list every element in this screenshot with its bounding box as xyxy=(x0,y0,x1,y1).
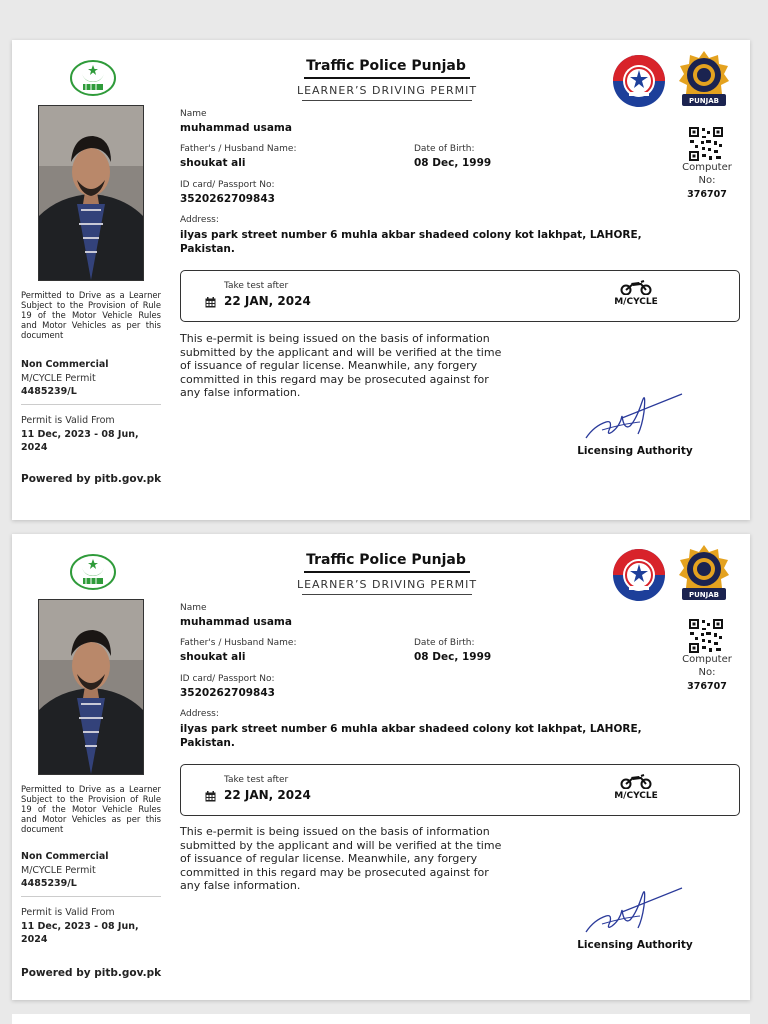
qr-code-icon xyxy=(688,618,724,654)
licensing-authority: Licensing Authority xyxy=(577,939,693,951)
badge-text: PUNJAB xyxy=(688,97,720,105)
father-name: shoukat ali xyxy=(180,651,246,663)
issuer-title: Traffic Police Punjab xyxy=(306,552,466,568)
notice-line: submitted by the applicant and will be verified at the time xyxy=(180,838,502,852)
punjab-police-logo-icon xyxy=(612,548,666,602)
computer-label: Computer xyxy=(682,162,732,173)
computer-no-label: No: xyxy=(698,667,716,678)
valid-range: 11 Dec, 2023 - 08 Jun, xyxy=(21,921,139,932)
name-label: Name xyxy=(180,109,207,119)
permit-category: Non Commercial xyxy=(21,851,109,862)
valid-label: Permit is Valid From xyxy=(21,415,115,426)
permission-note: Permitted to Drive as a Learner Subject to the Provision of Rule 19 of the Motor Vehicle Rules and Motor Vehicles as per this document xyxy=(21,784,161,834)
applicant-name: muhammad usama xyxy=(180,122,292,134)
divider xyxy=(21,896,161,897)
notice-text xyxy=(180,825,525,893)
notice-line: submitted by the applicant and will be verified at the time xyxy=(180,345,502,359)
take-test-date: 22 JAN, 2024 xyxy=(224,294,311,308)
id-label: ID card/ Passport No: xyxy=(180,180,275,190)
id-label: ID card/ Passport No: xyxy=(180,674,275,684)
dob-label: Date of Birth: xyxy=(414,638,475,648)
subtitle-underline xyxy=(302,594,472,595)
title-underline xyxy=(304,571,470,573)
notice-line: of issuance of regular license. Meanwhile, any forgery xyxy=(180,359,478,372)
test-date-box xyxy=(180,764,740,816)
calendar-icon xyxy=(205,297,216,308)
address-label: Address: xyxy=(180,215,219,225)
valid-range-year: 2024 xyxy=(21,442,48,453)
punjab-government-logo-icon xyxy=(68,58,118,98)
computer-no-label: No: xyxy=(698,175,716,186)
notice-line: This e-permit is being issued on the basis of information xyxy=(180,332,490,345)
take-test-label: Take test after xyxy=(224,775,289,785)
computer-number: 376707 xyxy=(687,681,727,692)
powered-by: Powered by pitb.gov.pk xyxy=(21,967,162,979)
authority-signature xyxy=(582,876,686,936)
take-test-date: 22 JAN, 2024 xyxy=(224,788,311,802)
title-underline xyxy=(304,77,470,79)
traffic-police-badge-icon xyxy=(678,544,730,602)
issuer-title: Traffic Police Punjab xyxy=(306,58,466,74)
applicant-name: muhammad usama xyxy=(180,616,292,628)
father-name: shoukat ali xyxy=(180,157,246,169)
punjab-police-logo-icon xyxy=(612,54,666,108)
motorcycle-icon xyxy=(619,773,653,789)
permit-type: M/CYCLE Permit xyxy=(21,865,96,876)
address-line-2: Pakistan. xyxy=(180,737,235,749)
powered-by: Powered by pitb.gov.pk xyxy=(21,473,162,485)
name-label: Name xyxy=(180,603,207,613)
licensing-authority: Licensing Authority xyxy=(577,445,693,457)
permission-note: Permitted to Drive as a Learner Subject to the Provision of Rule 19 of the Motor Vehicle Rules and Motor Vehicles as per this document xyxy=(21,290,161,340)
test-date-box xyxy=(180,270,740,322)
valid-range: 11 Dec, 2023 - 08 Jun, xyxy=(21,429,139,440)
authority-signature xyxy=(582,382,686,442)
permit-card-1 xyxy=(12,40,750,520)
computer-number: 376707 xyxy=(687,189,727,200)
notice-line: committed in this regard may be prosecuted against for xyxy=(180,372,489,386)
notice-line: any false information. xyxy=(180,879,301,892)
valid-range-year: 2024 xyxy=(21,934,48,945)
vehicle-type: M/CYCLE xyxy=(614,297,658,307)
valid-label: Permit is Valid From xyxy=(21,907,115,918)
notice-line: any false information. xyxy=(180,386,301,399)
vehicle-type: M/CYCLE xyxy=(614,791,658,801)
qr-code-icon xyxy=(688,126,724,162)
notice-line: This e-permit is being issued on the basis of information xyxy=(180,825,490,838)
father-label: Father's / Husband Name: xyxy=(180,638,297,648)
applicant-photo xyxy=(38,105,144,281)
id-number: 3520262709843 xyxy=(180,687,275,699)
permit-subtitle: LEARNER’S DRIVING PERMIT xyxy=(296,84,478,97)
address-label: Address: xyxy=(180,709,219,719)
date-of-birth: 08 Dec, 1999 xyxy=(414,157,492,169)
motorcycle-icon xyxy=(619,279,653,295)
computer-label: Computer xyxy=(682,654,732,665)
permit-subtitle: LEARNER’S DRIVING PERMIT xyxy=(296,578,478,591)
date-of-birth: 08 Dec, 1999 xyxy=(414,651,492,663)
divider xyxy=(21,404,161,405)
permit-category: Non Commercial xyxy=(21,359,109,370)
punjab-government-logo-icon xyxy=(68,552,118,592)
dob-label: Date of Birth: xyxy=(414,144,475,154)
notice-line: committed in this regard may be prosecuted against for xyxy=(180,865,489,879)
applicant-photo xyxy=(38,599,144,775)
notice-line: of issuance of regular license. Meanwhile, any forgery xyxy=(180,852,478,865)
permit-number: 4485239/L xyxy=(21,386,77,397)
subtitle-underline xyxy=(302,100,472,101)
permit-number: 4485239/L xyxy=(21,878,77,889)
permit-type: M/CYCLE Permit xyxy=(21,373,96,384)
take-test-label: Take test after xyxy=(224,281,289,291)
father-label: Father's / Husband Name: xyxy=(180,144,297,154)
id-number: 3520262709843 xyxy=(180,193,275,205)
permit-card-2 xyxy=(12,534,750,1000)
next-page-edge xyxy=(12,1014,750,1024)
address-line-1: ilyas park street number 6 muhla akbar shadeed colony kot lakhpat, LAHORE, xyxy=(180,229,642,241)
address-line-2: Pakistan. xyxy=(180,243,235,255)
notice-text xyxy=(180,332,525,400)
address-line-1: ilyas park street number 6 muhla akbar shadeed colony kot lakhpat, LAHORE, xyxy=(180,723,642,735)
calendar-icon xyxy=(205,791,216,802)
badge-text: PUNJAB xyxy=(688,591,720,599)
traffic-police-badge-icon xyxy=(678,50,730,108)
